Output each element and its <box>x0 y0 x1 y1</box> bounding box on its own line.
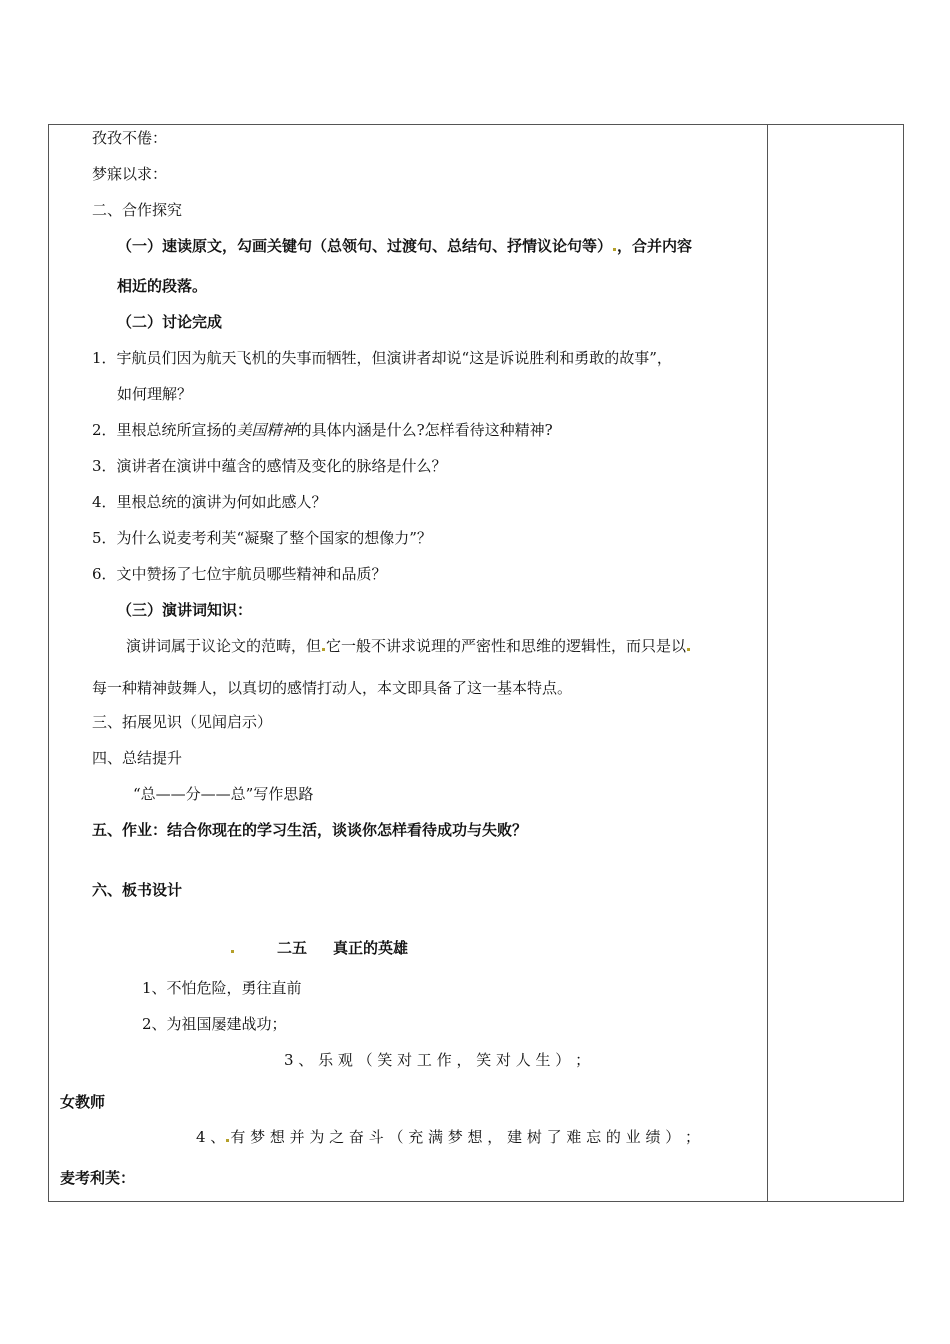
marker-dot <box>226 1139 229 1142</box>
para-start: 演讲词属于议论文的范畴，但 <box>126 637 322 655</box>
question-2-italic: 美国精神 <box>236 421 297 439</box>
section-heading-6: 六、板书设计 <box>92 881 183 899</box>
point-4-number: 4 、 <box>196 1128 226 1146</box>
question-5: 5．为什么说麦考利芙“凝聚了整个国家的想像力”？ <box>92 529 432 547</box>
question-1: 1．宇航员们因为航天飞机的失事而牺牲，但演讲者却说“这是诉说胜利和勇敢的故事”， <box>92 349 672 367</box>
marker-dot <box>613 248 616 251</box>
board-point-4 <box>196 1127 700 1147</box>
board-point-3: 3 、 乐 观 （ 笑 对 工 作 ， 笑 对 人 生 ） ； <box>284 1051 591 1069</box>
vocab-item-2: 梦寐以求： <box>92 165 168 183</box>
question-2-start: 2．里根总统所宣扬的 <box>92 421 237 439</box>
task-2-heading: （二）讨论完成 <box>117 313 223 331</box>
marker-dot <box>687 648 690 651</box>
question-2 <box>92 420 553 440</box>
point-4-text: 有 梦 想 并 为 之 奋 斗 （ 充 满 梦 想 ， 建 树 了 难 忘 的 业 绩 ） ； <box>230 1128 700 1146</box>
question-4: 4．里根总统的演讲为何如此感人？ <box>92 493 327 511</box>
female-teacher-label: 女教师 <box>60 1093 106 1111</box>
task-1-text: （一）速读原文，勾画关键句（总领句、过渡句、总结句、抒情议论句等） <box>117 237 613 255</box>
marker-dot <box>322 648 325 651</box>
column-divider <box>767 125 768 1201</box>
section-heading-2: 二、合作探究 <box>92 201 183 219</box>
mcauliffe-label: 麦考利芙： <box>60 1169 136 1187</box>
task-1-cont: 相近的段落。 <box>117 277 208 295</box>
speech-knowledge-para-2: 每一种精神鼓舞人，以真切的感情打动人，本文即具备了这一基本特点。 <box>92 679 573 697</box>
question-1-cont: 如何理解？ <box>117 385 193 403</box>
board-title <box>230 938 408 958</box>
question-6: 6．文中赞扬了七位宇航员哪些精神和品质？ <box>92 565 387 583</box>
speech-knowledge-para <box>126 636 691 656</box>
task-1-tail: ，合并内容 <box>617 237 693 255</box>
question-3: 3．演讲者在演讲中蕴含的感情及变化的脉络是什么？ <box>92 457 447 475</box>
task-3-heading: （三）演讲词知识： <box>117 601 253 619</box>
lesson-title: 真正的英雄 <box>333 939 409 957</box>
question-2-end: 的具体内涵是什么?怎样看待这种精神? <box>296 421 553 439</box>
board-point-1: 1、不怕危险，勇往直前 <box>142 979 302 997</box>
lesson-number: 二五 <box>277 939 308 957</box>
board-point-2: 2、为祖国屡建战功； <box>142 1015 287 1033</box>
marker-dot <box>231 950 234 953</box>
writing-structure: “总——分——总”写作思路 <box>133 785 314 803</box>
section-heading-3: 三、拓展见识（见闻启示） <box>92 713 273 731</box>
para-cont: 它一般不讲求说理的严密性和思维的逻辑性，而只是以 <box>326 637 687 655</box>
section-heading-4: 四、总结提升 <box>92 749 183 767</box>
vocab-item-1: 孜孜不倦： <box>92 129 168 147</box>
homework: 五、作业：结合你现在的学习生活，谈谈你怎样看待成功与失败？ <box>92 821 528 839</box>
task-1 <box>117 236 692 256</box>
